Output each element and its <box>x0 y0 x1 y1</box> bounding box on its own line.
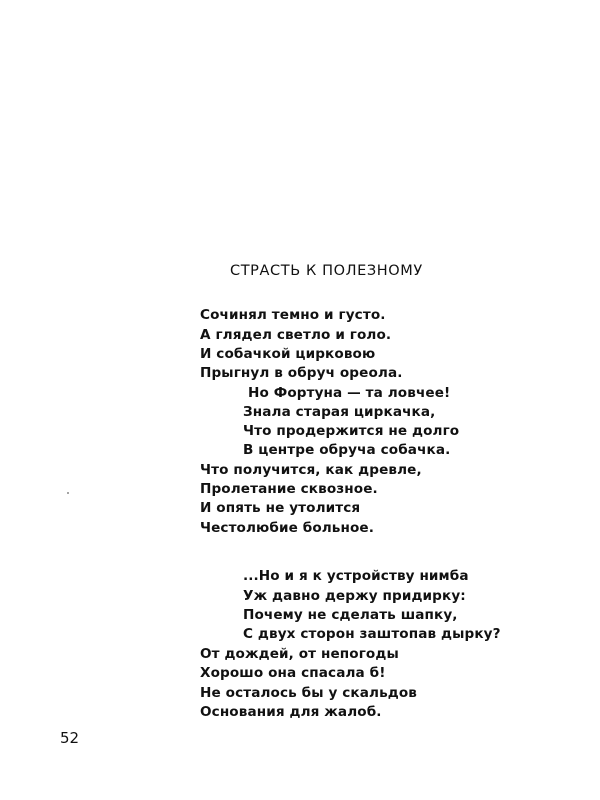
poem-line: Сочинял темно и густо. <box>200 307 386 323</box>
poem-line: Знала старая циркачка, <box>243 404 436 420</box>
poem-line: Пролетание сквозное. <box>200 481 378 497</box>
poem-line: С двух сторон заштопав дырку? <box>243 626 501 642</box>
poem-line: От дождей, от непогоды <box>200 646 399 662</box>
poem-line: Хорошо она спасала б! <box>200 665 386 681</box>
poem-line: И собачкой цирковою <box>200 346 376 362</box>
poem-line: Почему не сделать шапку, <box>243 607 458 623</box>
poem-line: Но Фортуна — та ловчее! <box>248 385 451 401</box>
poem-line: Честолюбие больное. <box>200 520 375 536</box>
page-number: 52 <box>60 729 80 747</box>
poem-line: Не осталось бы у скальдов <box>200 685 417 701</box>
poem-line: Основания для жалоб. <box>200 704 382 720</box>
poem-line: Что получится, как древле, <box>200 462 422 478</box>
poem-title: СТРАСТЬ К ПОЛЕЗНОМУ <box>230 263 423 279</box>
poem-line: Что продержится не долго <box>243 423 460 439</box>
poem-line: Прыгнул в обруч ореола. <box>200 365 403 381</box>
poem-line: В центре обруча собачка. <box>243 442 451 458</box>
poem-line: ...Но и я к устройству нимба <box>243 568 469 584</box>
poem-line: Уж давно держу придирку: <box>243 588 466 604</box>
poem-line: А глядел светло и голо. <box>200 327 392 343</box>
scan-speck <box>67 492 69 494</box>
poem-line: И опять не утолится <box>200 500 361 516</box>
